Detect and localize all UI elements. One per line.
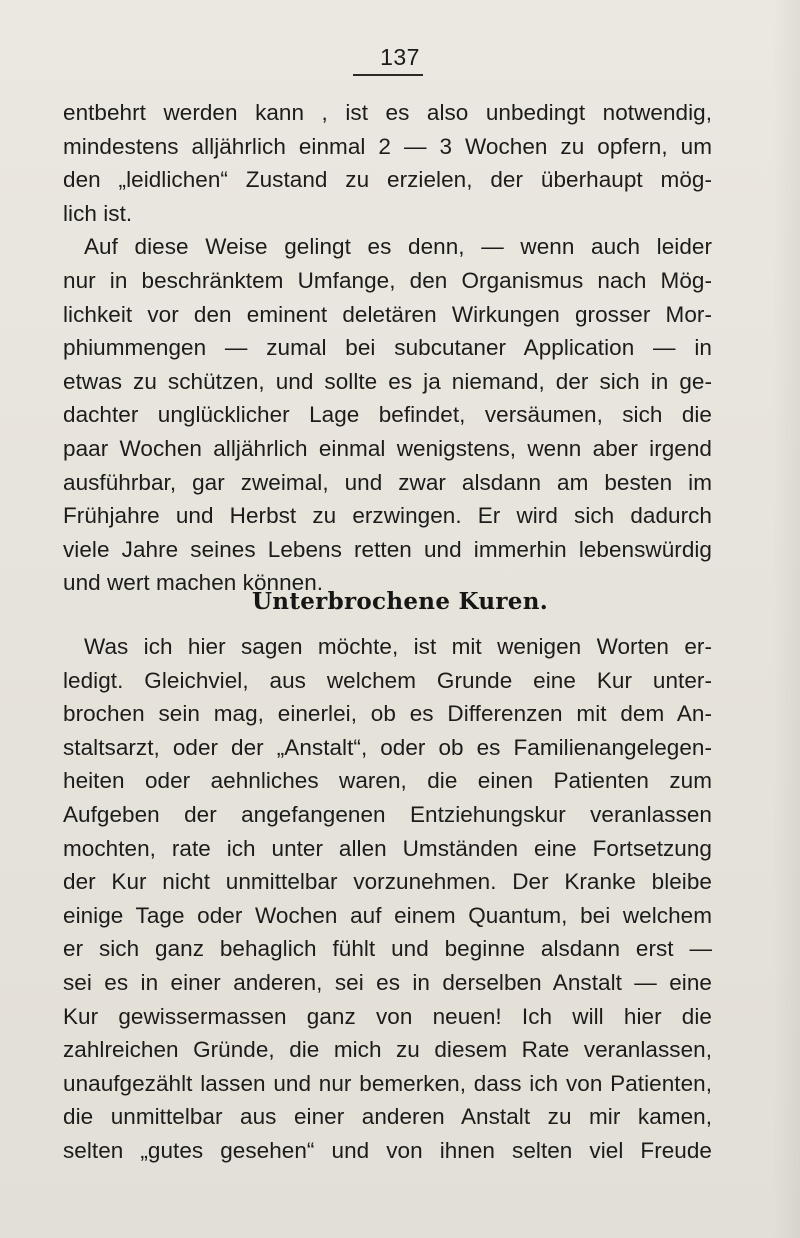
- text-line: selten „gutes gesehen“ und von ihnen selten viel Freude: [63, 1137, 712, 1163]
- text-line: phiummengen — zumal bei subcutaner Application — in: [63, 335, 712, 361]
- text-line: staltsarzt, oder der „Anstalt“, oder ob es Familienangelegen-: [63, 734, 712, 760]
- text-line: Frühjahre und Herbst zu erzwingen. Er wird sich dadurch: [63, 503, 712, 529]
- text-line: Auf diese Weise gelingt es denn, — wenn auch leider: [84, 234, 712, 260]
- text-line: brochen sein mag, einerlei, ob es Differenzen mit dem An-: [63, 701, 712, 727]
- text-block-upper: [63, 96, 712, 600]
- text-line: den „leidlichen“ Zustand zu erzielen, der überhaupt mög-: [63, 167, 712, 193]
- text-line: einige Tage oder Wochen auf einem Quantum, bei welchem: [63, 902, 712, 928]
- text-line: Kur gewissermassen ganz von neuen! Ich will hier die: [63, 1003, 712, 1029]
- text-line: dachter unglücklicher Lage befindet, versäumen, sich die: [63, 402, 712, 428]
- text-line: sei es in einer anderen, sei es in derselben Anstalt — eine: [63, 969, 712, 995]
- text-line: etwas zu schützen, und sollte es ja niemand, der sich in ge-: [63, 368, 712, 394]
- text-line: unaufgezählt lassen und nur bemerken, dass ich von Patienten,: [63, 1070, 712, 1096]
- text-line: Was ich hier sagen möchte, ist mit wenigen Worten er-: [84, 634, 712, 659]
- section-heading: Unterbrochene Kuren.: [251, 588, 549, 615]
- text-line: lich ist.: [63, 200, 133, 226]
- text-line: Aufgeben der angefangenen Entziehungskur veranlassen: [63, 801, 712, 827]
- text-line: mindestens alljährlich einmal 2 — 3 Wochen zu opfern, um: [63, 133, 712, 159]
- text-line: er sich ganz behaglich fühlt und beginne alsdann erst —: [63, 936, 712, 962]
- text-line: ledigt. Gleichviel, aus welchem Grunde eine Kur unter-: [63, 667, 712, 693]
- text-line: paar Wochen alljährlich einmal wenigstens, wenn aber irgend: [63, 435, 712, 461]
- text-line: entbehrt werden kann , ist es also unbedingt notwendig,: [63, 100, 712, 125]
- page-edge-shadow: [772, 0, 800, 1238]
- text-line: die unmittelbar aus einer anderen Anstalt zu mir kamen,: [63, 1104, 712, 1130]
- text-line: lichkeit vor den eminent deletären Wirkungen grosser Mor-: [63, 301, 712, 327]
- text-line: nur in beschränktem Umfange, den Organismus nach Mög-: [63, 267, 712, 293]
- text-line: viele Jahre seines Lebens retten und immerhin lebenswürdig: [63, 536, 712, 562]
- page-number-underline: [353, 74, 423, 76]
- page-number: 137: [380, 44, 420, 70]
- text-line: und wert machen können.: [63, 570, 324, 596]
- paragraph-1: [63, 96, 712, 230]
- text-line: heiten oder aehnliches waren, die einen Patienten zum: [63, 768, 712, 794]
- text-block-lower: [63, 630, 712, 1168]
- text-line: zahlreichen Gründe, die mich zu diesem Rate veranlassen,: [63, 1037, 712, 1063]
- paragraph-2: [63, 230, 712, 600]
- text-line: mochten, rate ich unter allen Umständen eine Fortsetzung: [63, 835, 712, 861]
- text-line: der Kur nicht unmittelbar vorzunehmen. Der Kranke bleibe: [63, 869, 712, 895]
- paragraph-3: [63, 630, 712, 1168]
- text-line: ausführbar, gar zweimal, und zwar alsdann am besten im: [63, 469, 712, 495]
